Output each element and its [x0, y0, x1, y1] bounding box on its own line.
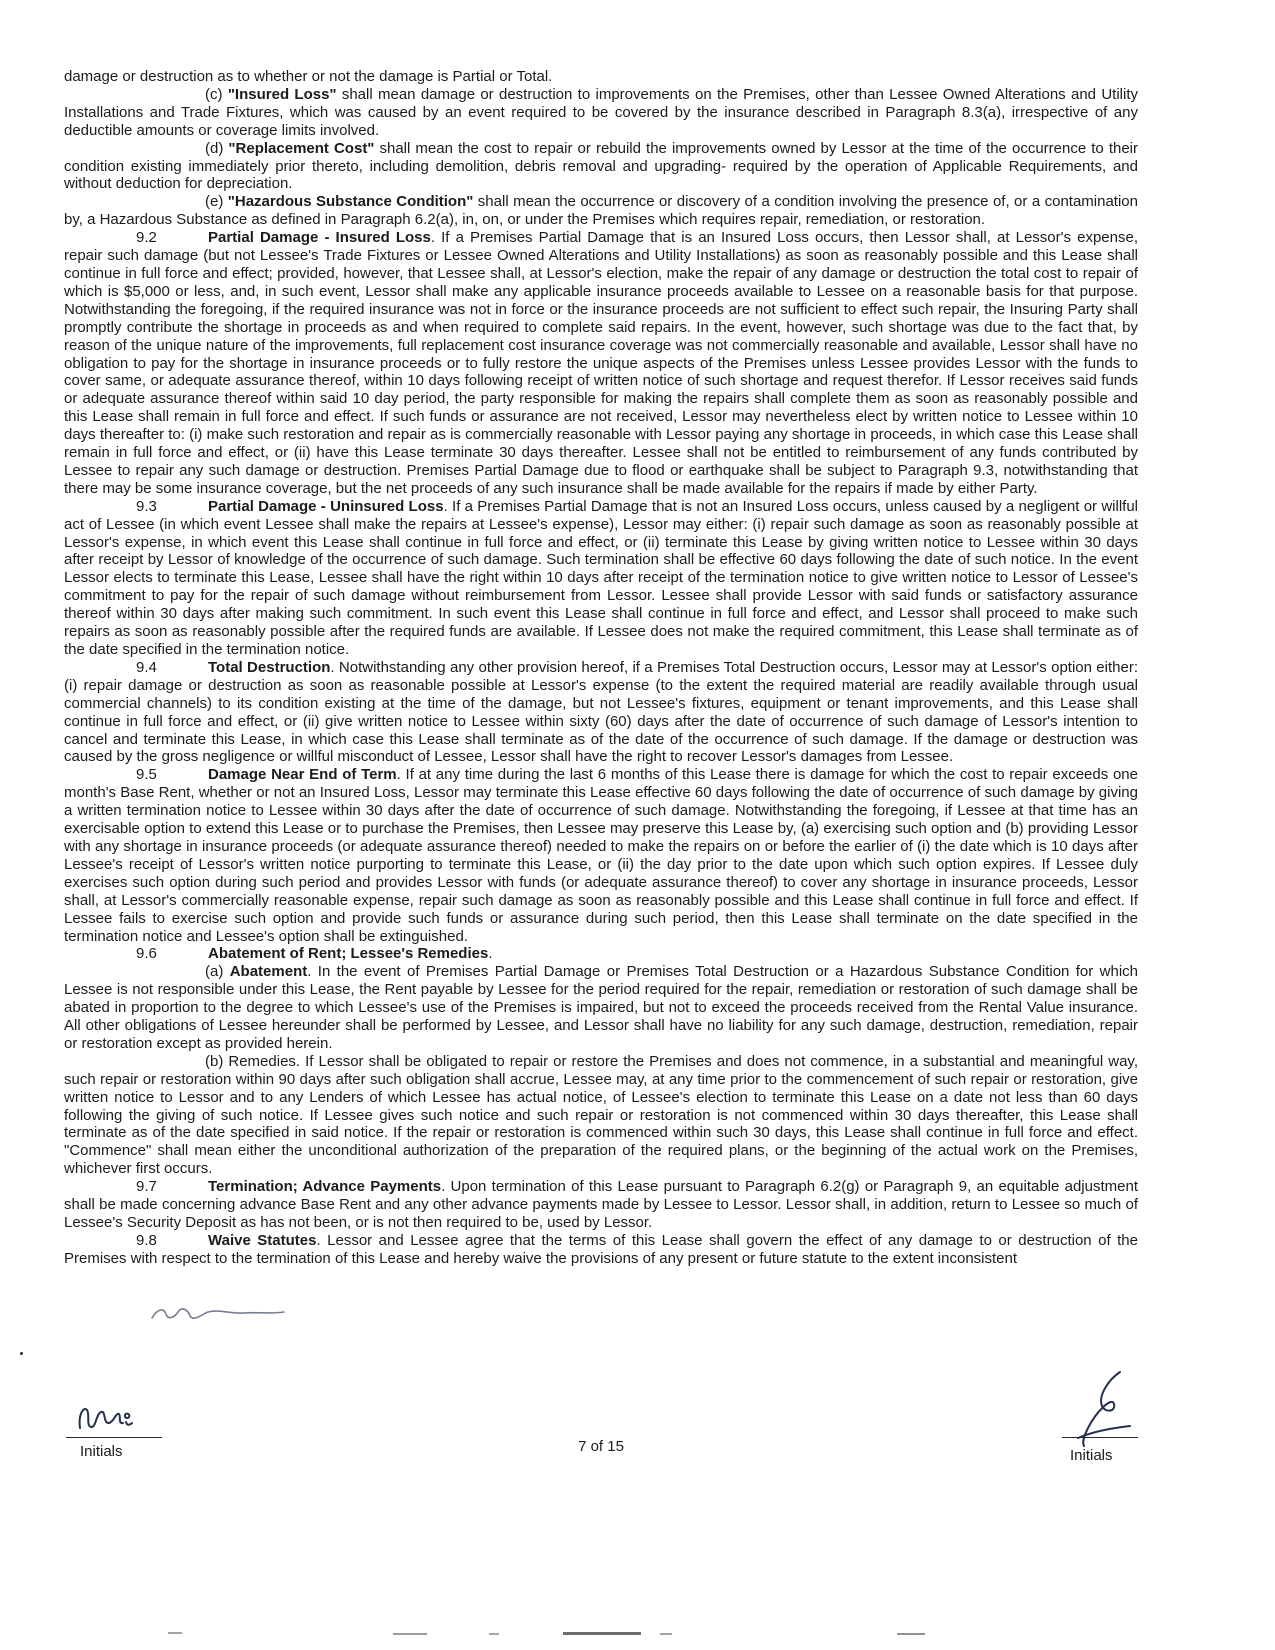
paragraph-heading-text: Termination; Advance Payments	[208, 1178, 442, 1196]
paragraph-heading-text: Total Destruction	[208, 658, 331, 676]
initials-label-left: Initials	[80, 1443, 123, 1460]
paragraph-text: . Notwithstanding any other provision hereof, if a Premises Total Destruction occurs, Lessor may at Lessor's option either: (i) repair damage or destruction as soon as reasonable possible at Lessor's expense (to the extent the required material are readily available through usual commercial channels) to its condition existing at the time of the damage, but not Lessee's fixtures, equipment or tenant improvements, and this Lease shall continue in full force and effect, or (ii) give written notice to Lessee within sixty (60) days after the date of occurrence of such damage of Lessor's intention to cancel and terminate this Lease, in which case this Lease shall terminate as of the date of the occurrence of such damage. If the damage or destruction was caused by the gross negligence or willful misconduct of Lessee, Lessor shall have the right to recover Lessor's damages from Lessee.	[64, 658, 1138, 766]
section-number: 9.3	[136, 497, 157, 515]
paragraph	[64, 229, 1138, 498]
section-number: 9.8	[136, 1231, 157, 1249]
section-number: 9.7	[136, 1178, 157, 1196]
scan-artifact	[489, 1633, 499, 1635]
section-number: 9.2	[136, 229, 157, 247]
paragraph-text: shall mean the occurrence or discovery of a condition involving the presence of, or a contamination by, a Hazardous Substance as defined in Paragraph 6.2(a), in, on, or under the Premises which requires repair, remediation, or restoration.	[64, 193, 1138, 229]
paragraph-heading-text: "Insured Loss"	[227, 85, 337, 103]
initials-signature-right	[1068, 1368, 1140, 1448]
initials-signature-left	[74, 1398, 144, 1440]
paragraph-text: (b) Remedies. If Lessor shall be obligated to repair or restore the Premises and does not commence, in a substantial and meaningful way, such repair or restoration within 90 days after such obligation shall accrue, Lessee may, at any time prior to the commencement of such repair or restoration, give written notice to Lessor and to any Lenders of which Lessee has actual notice, of Lessee's election to terminate this Lease on a date not less than 60 days following the giving of such notice. If Lessee gives such notice and such repair or restoration is not commenced within 30 days thereafter, this Lease shall terminate as of the date specified in said notice. If the repair or restoration is commenced within such 30 days, this Lease shall continue in full force and effect. "Commence" shall mean either the unconditional authorization of the preparation of the required plans, or the beginning of the actual work on the Premises, whichever first occurs.	[64, 1052, 1138, 1178]
section-number: 9.5	[136, 766, 157, 784]
paragraph-text: (d)	[205, 139, 229, 157]
paragraph	[64, 945, 1138, 963]
scan-artifact	[660, 1633, 672, 1635]
paragraph-heading-text: Abatement of Rent; Lessee's Remedies	[208, 945, 489, 963]
paragraph	[64, 86, 1138, 140]
paragraph-heading-text: "Hazardous Substance Condition"	[227, 193, 474, 211]
paragraph-text: . If at any time during the last 6 months of this Lease there is damage for which the cost to repair exceeds one month's Base Rent, whether or not an Insured Loss, Lessor may terminate this Lease effective 60 days following the date of occurrence of such damage by giving a written termination notice to Lessee within 30 days after the date of occurrence of such damage. Notwithstanding the foregoing, if Lessee at that time has an exercisable option to extend this Lease or to purchase the Premises, then Lessee may preserve this Lease by, (a) exercising such option and (b) providing Lessor with any shortage in insurance proceeds (or adequate assurance thereof) needed to make the repairs on or before the earlier of (i) the date which is 10 days after Lessee's receipt of Lessor's written notice purporting to terminate this Lease, or (ii) the day prior to the date upon which such option expires. If Lessee duly exercises such option during such period and provides Lessor with funds (or adequate assurance thereof) to cover any shortage in insurance proceeds, Lessor shall, at Lessor's commercially reasonable expense, repair such damage as soon as reasonably possible and this Lease shall continue in full force and effect. If Lessee fails to exercise such option and provide such funds or assurance during such period, then this Lease shall terminate on the date specified in the termination notice and Lessee's option shall be extinguished.	[64, 766, 1138, 945]
paragraph	[64, 963, 1138, 1053]
scan-artifact-dot	[20, 1352, 23, 1355]
scan-artifact	[393, 1633, 427, 1635]
paragraph	[64, 1053, 1138, 1178]
paragraph-heading-text: Partial Damage - Insured Loss	[208, 229, 431, 247]
scan-artifact	[563, 1632, 641, 1635]
paragraph-text: (a)	[205, 963, 230, 981]
paragraph-heading-text: Partial Damage - Uninsured Loss	[208, 497, 444, 515]
scan-artifact	[168, 1632, 182, 1634]
lease-body-text	[64, 68, 1138, 1268]
paragraph-heading-text: Abatement	[229, 963, 308, 981]
paragraph-text: (e)	[205, 193, 228, 211]
paragraph-heading-text: Waive Statutes	[208, 1231, 317, 1249]
paragraph-text: . Upon termination of this Lease pursuant to Paragraph 6.2(g) or Paragraph 9, an equitable adjustment shall be made concerning advance Base Rent and any other advance payments made by Lessee to Lessor. Lessor shall, in addition, return to Lessee so much of Lessee's Security Deposit as has not been, or is not then required to be, used by Lessor.	[64, 1178, 1138, 1231]
initials-line-right	[1062, 1437, 1138, 1438]
paragraph	[64, 140, 1138, 194]
paragraph	[64, 193, 1138, 229]
paragraph-text: . In the event of Premises Partial Damage or Premises Total Destruction or a Hazardous Substance Condition for which Lessee is not responsible under this Lease, the Rent payable by Lessee for the period required for the repair, remediation or restoration of such damage shall be abated in proportion to the degree to which Lessee's use of the Premises is impaired, but not to exceed the proceeds received from the Rental Value insurance. All other obligations of Lessee hereunder shall be performed by Lessee, and Lessor shall have no liability for any such damage, destruction, remediation, repair or restoration except as provided herein.	[64, 963, 1139, 1052]
paragraph	[64, 68, 1138, 86]
paragraph-text: . If a Premises Partial Damage that is an Insured Loss occurs, then Lessor shall, at Lessor's expense, repair such damage (but not Lessee's Trade Fixtures or Lessee Owned Alterations and Utility Installations) as soon as reasonably possible and this Lease shall continue in full force and effect; provided, however, that Lessee shall, at Lessor's election, make the repair of any damage or destruction the total cost to repair of which is $5,000 or less, and, in such event, Lessor shall make any applicable insurance proceeds available to Lessee on a reasonable basis for that purpose. Notwithstanding the foregoing, if the required insurance was not in force or the insurance proceeds are not sufficient to effect such repair, the Insuring Party shall promptly contribute the shortage in proceeds as and when required to complete said repairs. In the event, however, such shortage was due to the fact that, by reason of the unique nature of the improvements, full replacement cost insurance coverage was not commercially reasonable and available, Lessor shall have no obligation to pay for the shortage in insurance proceeds or to fully restore the unique aspects of the Premises unless Lessee provides Lessor with the funds to cover same, or adequate assurance thereof, within 10 days following receipt of written notice of such shortage and request therefor. If Lessor receives said funds or adequate assurance thereof within said 10 day period, the party responsible for making the repairs shall complete them as soon as reasonably possible and this Lease shall remain in full force and effect. If such funds or assurance are not received, Lessor may nevertheless elect by written notice to Lessee within 10 days thereafter to: (i) make such restoration and repair as is commercially reasonable with Lessor paying any shortage in proceeds, in which case this Lease shall remain in full force and effect, or (ii) have this Lease terminate 30 days thereafter. Lessee shall not be entitled to reimbursement of any funds contributed by Lessee to repair any such damage or destruction. Premises Partial Damage due to flood or earthquake shall be subject to Paragraph 9.3, notwithstanding that there may be some insurance coverage, but the net proceeds of any such insurance shall be made available for the repairs if made by either Party.	[64, 229, 1138, 497]
initials-label-right: Initials	[1070, 1447, 1113, 1464]
paragraph-text: . Lessor and Lessee agree that the terms of this Lease shall govern the effect of any damage to or destruction of the Premises with respect to the termination of this Lease and hereby waive the provisions of any present or future statute to the extent inconsistent	[64, 1231, 1138, 1267]
paragraph-text: . If a Premises Partial Damage that is not an Insured Loss occurs, unless caused by a negligent or willful act of Lessee (in which event Lessee shall make the repairs at Lessee's expense), Lessor may either: (i) repair such damage as soon as reasonably possible at Lessor's expense, in which event this Lease shall continue in full force and effect, or (ii) terminate this Lease by giving written notice to Lessee within 30 days after receipt by Lessor of knowledge of the occurrence of such damage. Such termination shall be effective 60 days following the date of such notice. In the event Lessor elects to terminate this Lease, Lessee shall have the right within 10 days after receipt of the termination notice to give written notice to Lessor of Lessee's commitment to pay for the repair of such damage without reimbursement from Lessor. Lessee shall provide Lessor with said funds or satisfactory assurance thereof within 30 days after making such commitment. In such event this Lease shall continue in full force and effect, and Lessor shall proceed to make such repairs as soon as reasonably possible after the required funds are available. If Lessee does not make the required commitment, this Lease shall terminate as of the date specified in the termination notice.	[64, 497, 1138, 658]
paragraph	[64, 659, 1138, 766]
paragraph-text: shall mean the cost to repair or rebuild the improvements owned by Lessor at the time of the occurrence to their condition existing immediately prior thereto, including demolition, debris removal and upgrading- required by the operation of Applicable Requirements, and without deduction for depreciation.	[64, 139, 1139, 193]
paragraph-text: shall mean damage or destruction to improvements on the Premises, other than Lessee Owned Alterations and Utility Installations and Trade Fixtures, which was caused by an event required to be covered by the insurance described in Paragraph 8.3(a), irrespective of any deductible amounts or coverage limits involved.	[64, 85, 1138, 139]
scan-artifact	[897, 1633, 925, 1635]
paragraph	[64, 498, 1138, 659]
paragraph	[64, 1178, 1138, 1232]
paragraph-heading-text: Damage Near End of Term	[208, 766, 397, 784]
section-number: 9.6	[136, 945, 157, 963]
paragraph-text: (c)	[205, 85, 228, 103]
paragraph	[64, 766, 1138, 945]
paragraph	[64, 1232, 1138, 1268]
paragraph-heading-text: "Replacement Cost"	[228, 139, 375, 157]
handwriting-artifact	[148, 1300, 288, 1326]
paragraph-text: damage or destruction as to whether or not the damage is Partial or Total.	[64, 68, 553, 85]
section-number: 9.4	[136, 658, 157, 676]
page-number: 7 of 15	[578, 1438, 624, 1455]
initials-line-left	[66, 1437, 162, 1438]
paragraph-text: .	[488, 945, 493, 963]
